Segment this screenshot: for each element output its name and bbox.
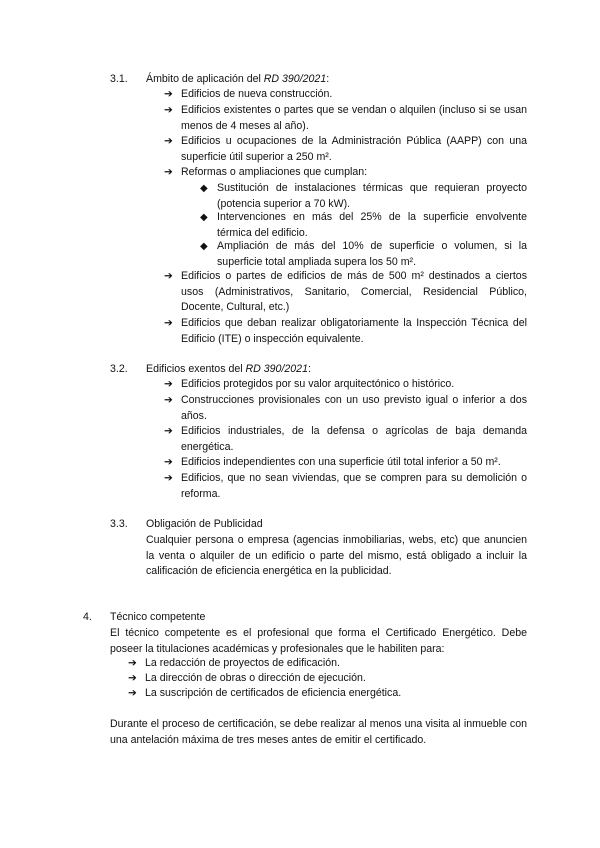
list-item: ➔ La dirección de obras o dirección de ejecución. [128, 671, 527, 687]
section-3-2-number: 3.2. [110, 363, 128, 375]
list-item: ➔ Edificios independientes con una superficie útil total inferior a 50 m². [164, 455, 527, 471]
sub-list-item: ◆ Sustitución de instalaciones térmicas que requieran proyecto (potencia superior a 70 kW). [200, 182, 527, 210]
list-item: ➔ Edificios u ocupaciones de la Administración Pública (AAPP) con una superficie útil superior a 250 m². [164, 135, 527, 163]
list-item: ➔ Edificios, que no sean viviendas, que se compren para su demolición o reforma. [164, 472, 527, 500]
arrow-icon: ➔ [164, 88, 173, 100]
arrow-icon: ➔ [164, 456, 173, 468]
arrow-icon: ➔ [164, 394, 173, 406]
section-3-3-body: Cualquier persona o empresa (agencias inmobiliarias, webs, etc) que anuncien la venta o alquiler de un edificio o parte del mismo, está obligado a incluir la calificación de eficiencia energética en la publicidad. [146, 534, 527, 577]
list-item: ➔ Edificios industriales, de la defensa o agrícolas de baja demanda energética. [164, 425, 527, 453]
section-4-closing: Durante el proceso de certificación, se debe realizar al menos una visita al inmueble con una antelación máxima de tres meses antes de emitir el certificado. [110, 718, 527, 746]
diamond-icon: ◆ [200, 212, 208, 223]
sub-list-item: ◆ Intervenciones en más del 25% de la superficie envolvente térmica del edificio. [200, 211, 527, 239]
arrow-icon: ➔ [164, 270, 173, 282]
list-item: ➔ Reformas o ampliaciones que cumplan: [164, 165, 527, 181]
arrow-icon: ➔ [164, 104, 173, 116]
section-3-2-title: Edificios exentos del RD 390/2021: [146, 363, 311, 375]
section-4-intro: El técnico competente es el profesional que forma el Certificado Energético. Debe poseer la titulaciones académicas y profesionales que le habiliten para: [110, 627, 527, 655]
arrow-icon: ➔ [128, 672, 137, 684]
list-item: ➔ Edificios que deban realizar obligatoriamente la Inspección Técnica del Edificio (ITE) o inspección equivalente. [164, 317, 527, 345]
arrow-icon: ➔ [164, 472, 173, 484]
diamond-icon: ◆ [200, 241, 208, 252]
arrow-icon: ➔ [164, 378, 173, 390]
arrow-icon: ➔ [164, 317, 173, 329]
section-3-1-number: 3.1. [110, 73, 128, 85]
sub-list-item: ◆ Ampliación de más del 10% de superficie o volumen, si la superficie total ampliada supera los 50 m². [200, 240, 527, 268]
section-3-3-title: Obligación de Publicidad [146, 518, 263, 530]
list-item: ➔ Edificios protegidos por su valor arquitectónico o histórico. [164, 377, 527, 393]
section-4-title: Técnico competente [110, 611, 206, 623]
arrow-icon: ➔ [128, 687, 137, 699]
list-item: ➔ Edificios o partes de edificios de más de 500 m² destinados a ciertos usos (Administrativos, Sanitario, Comercial, Residencial Público, Docente, Cultural, etc.) [164, 270, 527, 313]
arrow-icon: ➔ [164, 425, 173, 437]
arrow-icon: ➔ [164, 135, 173, 147]
arrow-icon: ➔ [164, 166, 173, 178]
list-item: ➔ Edificios existentes o partes que se vendan o alquilen (incluso si se usan menos de 4 meses al año). [164, 104, 527, 132]
list-item: ➔ La suscripción de certificados de eficiencia energética. [128, 686, 527, 702]
arrow-icon: ➔ [128, 657, 137, 669]
diamond-icon: ◆ [200, 183, 208, 194]
list-item: ➔ Construcciones provisionales con un uso previsto igual o inferior a dos años. [164, 394, 527, 422]
section-3-3-number: 3.3. [110, 518, 128, 530]
section-3-1-title: Ámbito de aplicación del RD 390/2021: [146, 73, 330, 85]
list-item: ➔ La redacción de proyectos de edificación. [128, 656, 527, 672]
section-4-number: 4. [83, 611, 92, 623]
list-item: ➔ Edificios de nueva construcción. [164, 87, 527, 103]
